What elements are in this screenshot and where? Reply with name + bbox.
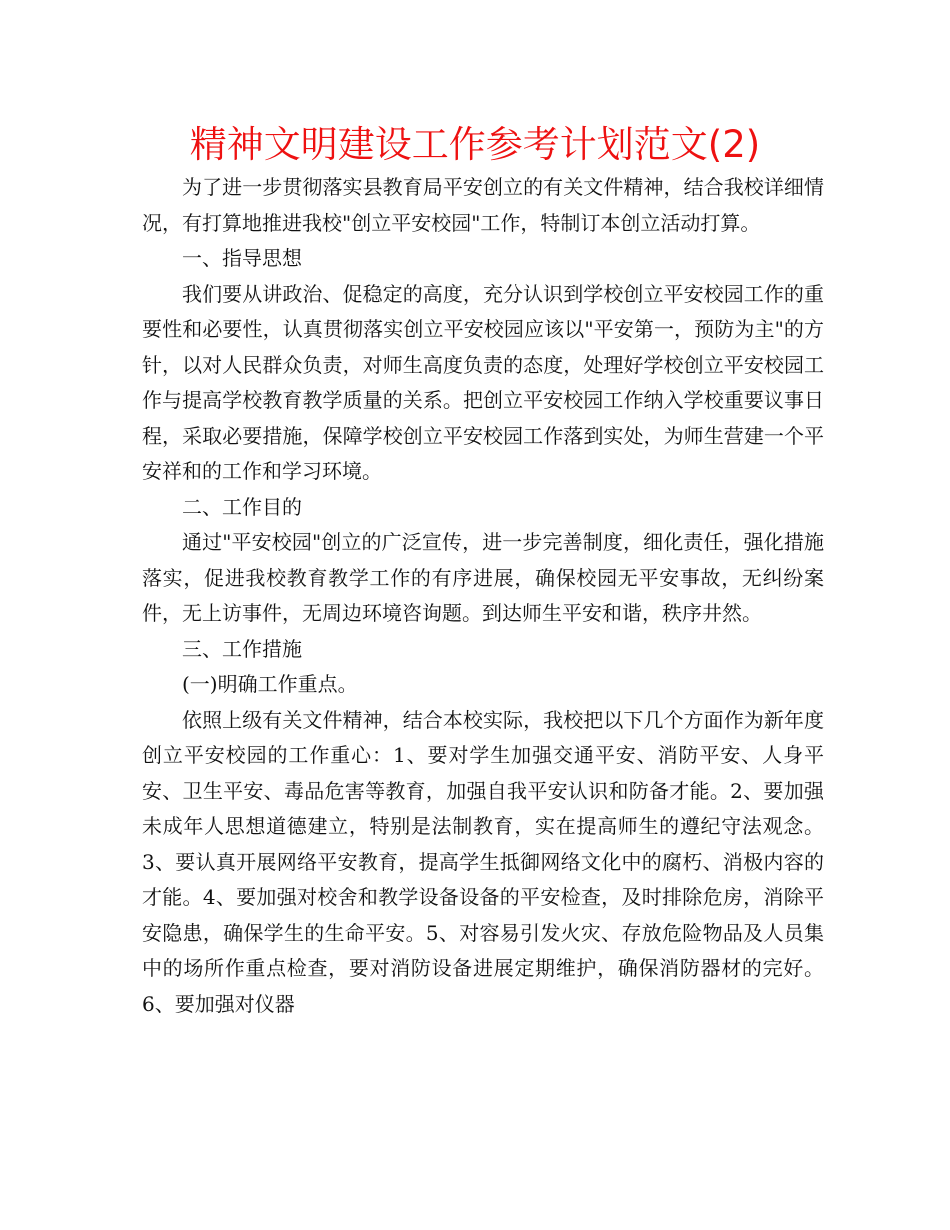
paragraph-work-goals: 通过"平安校园"创立的广泛宣传，进一步完善制度，细化责任，强化措施落实，促进我校教育教学工作的有序进展，确保校园无平安事故，无纠纷案件，无上访事件，无周边环境咨询题。到达师生平安和谐，秩序井然。 <box>142 530 824 625</box>
subsection-heading-key-points: (一)明确工作重点。 <box>182 672 358 696</box>
document-body <box>142 170 824 1022</box>
section-heading-work-goals: 二、工作目的 <box>182 494 302 519</box>
section-heading-guiding-thought: 一、指导思想 <box>182 246 302 270</box>
document-title: 精神文明建设工作参考计划范文(2) <box>189 123 761 166</box>
section-heading-work-measures: 三、工作措施 <box>182 636 302 661</box>
paragraph-guiding-thought: 我们要从讲政治、促稳定的高度，充分认识到学校创立平安校园工作的重要性和必要性，认真贯彻落实创立平安校园应该以"平安第一，预防为主"的方针，以对人民群众负责，对师生高度负责的态度，处理好学校创立平安校园工作与提高学校教育教学质量的关系。把创立平安校园工作纳入学校重要议事日程，采取必要措施，保障学校创立平安校园工作落到实处，为师生营建一个平安祥和的工作和学习环境。 <box>142 281 824 483</box>
paragraph-intro: 为了进一步贯彻落实县教育局平安创立的有关文件精神，结合我校详细情况，有打算地推进我校"创立平安校园"工作，特制订本创立活动打算。 <box>142 175 824 235</box>
paragraph-key-points: 依照上级有关文件精神，结合本校实际，我校把以下几个方面作为新年度创立平安校园的工作重心：1、要对学生加强交通平安、消防平安、人身平安、卫生平安、毒品危害等教育，加强自我平安认识和防备才能。2、要加强未成年人思想道德建立，特别是法制教育，实在提高师生的遵纪守法观念。3、要认真开展网络平安教育，提高学生抵御网络文化中的腐朽、消极内容的才能。4、要加强对校舍和教学设备设备的平安检查，及时排除危房，消除平安隐患，确保学生的生命平安。5、对容易引发火灾、存放危险物品及人员集中的场所作重点检查，要对消防设备进展定期维护，确保消防器材的完好。6、要加强对仪器 <box>142 707 824 1016</box>
